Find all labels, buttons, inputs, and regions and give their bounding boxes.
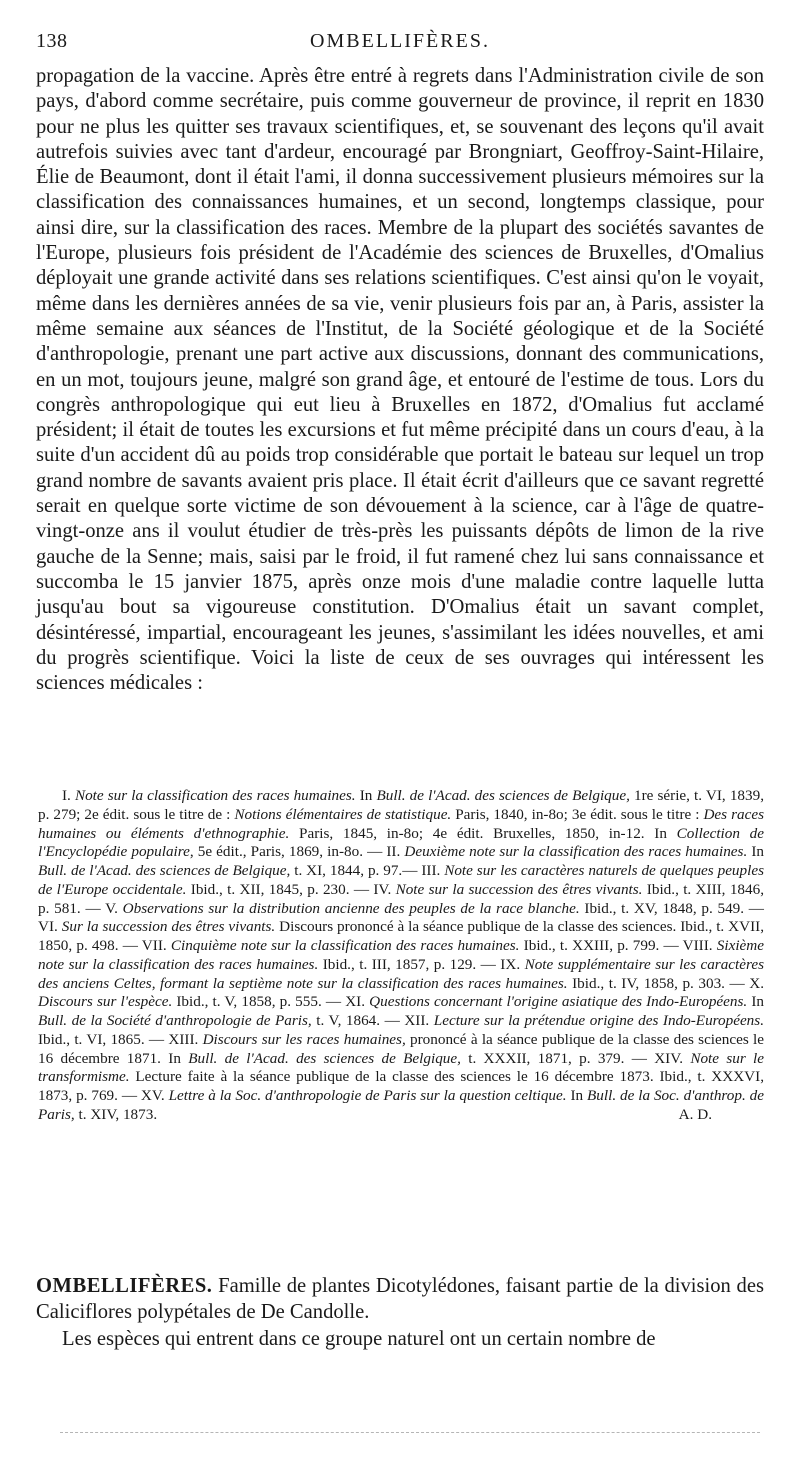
note-text: Ibid., t. XII, 1845, p. 230. — IV. xyxy=(186,880,396,898)
note-text: In xyxy=(355,787,377,804)
note-text: t. XI, 1844, p. 97.— III. xyxy=(290,862,445,879)
note-title: Sur la succession des êtres vivants. xyxy=(61,918,276,936)
note-text: t. V, 1864. — XII. xyxy=(311,1012,434,1029)
note-title: Note sur la succession des êtres vivants. xyxy=(395,880,643,898)
entry-continuation: Les espèces qui entrent dans ce groupe naturel ont un certain nombre de xyxy=(62,1328,656,1350)
note-text: t. XXXII, 1871, p. 379. — XIV. xyxy=(460,1049,691,1067)
note-title: Note sur le transformisme. xyxy=(38,1049,764,1086)
note-text: t. XIV, 1873. xyxy=(74,1105,158,1123)
note-title: Note supplémentaire sur les caractères des anciens Celtes, formant la septième note sur la classification des races humaines. xyxy=(38,955,764,992)
note-title: Notions élémentaires de statistique. xyxy=(234,805,452,823)
entry-headword: OMBELLIFÈRES. xyxy=(36,1275,213,1297)
note-title: Bull. de l'Acad. des sciences de Belgique, xyxy=(376,787,630,804)
note-text: 1re série, t. VI, 1839, p. 279; 2e édit. sous le titre de : xyxy=(38,787,764,823)
note-title: Bull. de l'Acad. des sciences de Belgique, xyxy=(38,862,291,879)
note-text: Ibid., t. XXIII, p. 799. — VIII. xyxy=(519,937,717,954)
note-title: Sixième note sur la classification des races humaines. xyxy=(38,937,764,973)
note-text: Ibid., t. IV, 1858, p. 303. — X. xyxy=(567,974,765,992)
note-text: Ibid., t. III, 1857, p. 129. — IX. xyxy=(318,955,525,973)
note-text: Paris, 1845, in-8o; 4e édit. Bruxelles, 1850, in-12. In xyxy=(289,824,677,842)
note-title: Cinquième note sur la classification des races humaines. xyxy=(170,937,520,954)
note-title: Note sur la classification des races humaines. xyxy=(74,787,356,804)
note-title: Questions concernant l'origine asiatique des Indo-Européens. xyxy=(369,993,748,1011)
note-title: Des races humaines ou éléments d'ethnographie. xyxy=(38,805,764,842)
note-title: Lecture sur la prétendue origine des Indo-Européens. xyxy=(433,1012,764,1029)
note-text: , 5e édit., Paris, 1869, in-8o. — II. xyxy=(189,843,405,861)
note-title: Note sur les caractères naturels de quelques peuples de l'Europe occidentale. xyxy=(38,862,764,898)
author-signature: A. D. xyxy=(678,1105,712,1123)
bottom-divider xyxy=(60,1432,760,1433)
note-text: In xyxy=(566,1087,588,1104)
note-title: Bull. de l'Acad. des sciences de Belgique, xyxy=(188,1049,461,1067)
running-head: OMBELLIFÈRES. xyxy=(310,30,490,52)
note-text: Paris, 1840, in-8o; 3e édit. sous le titre : xyxy=(451,805,704,823)
note-text: In xyxy=(747,843,764,861)
note-text: Ibid., t. XV, 1848, p. 549. — VI. xyxy=(38,899,764,936)
note-text: I. xyxy=(62,787,75,804)
note-title: Bull. de la Société d'anthropologie de Paris, xyxy=(38,1012,312,1029)
note-title: Observations sur la distribution ancienne des peuples de la race blanche. xyxy=(122,899,580,917)
note-title: Discours sur l'espèce. xyxy=(38,993,173,1011)
entry-definition: Famille de plantes Dicotylédones, faisant partie de la division des Caliciflores polypétales de De Candolle. xyxy=(36,1275,764,1323)
body-paragraph: propagation de la vaccine. Après être entré à regrets dans l'Administration civile de son pays, d'abord comme secrétaire, puis comme gouverneur de province, il reprit en 1830 pour ne plus les quitter ses travaux scientifiques, et, se souvenant des leçons qu'il avait autrefois suivies avec tant d'ardeur, encouragé par Brongniart, Geoffroy-Saint-Hilaire, Élie de Beaumont, dont il était l'ami, il donna successivement plusieurs mémoires sur la classification des connaissances humaines, et un second, longtemps classique, pour ainsi dire, sur la classification des races. Membre de la plupart des sociétés savantes de l'Europe, plusieurs fois président de l'Académie des sciences de Bruxelles, d'Omalius déployait une grande activité dans ses relations scientifiques. C'est ainsi qu'on le voyait, même dans les dernières années de sa vie, venir plusieurs fois par an, à Paris, assister la même semaine aux séances de l'Institut, de la Société géologique et de la Société d'anthropologie, prenant une part active aux discussions, donnant des communications, en un mot, toujours jeune, malgré son grand âge, et entouré de l'estime de tous. Lors du congrès anthropologique qui eut lieu à Bruxelles en 1872, d'Omalius fut acclamé président; il était de toutes les excursions et fut même précipité dans un cours d'eau, à la suite d'un accident dû au poids trop considérable que portait le bateau sur lequel un trop grand nombre de savants avaient pris place. Il était écrit d'ailleurs que ce savant regretté serait en quelque sorte victime de son dévouement à la science, car à l'âge de quatre-vingt-onze ans il voulut étudier de très-près les puissants dépôts de limon de la rive gauche de la Senne; mais, saisi par le froid, il fut ramené chez lui sans connaissance et succomba le 15 janvier 1875, après onze mois d'une maladie contre laquelle lutta jusqu'au bout sa vigoureuse constitution. D'Omalius était un savant complet, désintéressé, impartial, encourageant les jeunes, s'assimilant les idées nouvelles, et ami du progrès scientifique. Voici la liste de ceux de ses ouvrages qui intéressent les sciences médicales : xyxy=(36,65,764,695)
dictionary-entry xyxy=(36,1273,764,1325)
bibliography-entries xyxy=(38,787,764,1123)
note-title: Bull. de la Soc. d'anthrop. de Paris, xyxy=(38,1087,764,1123)
note-text: Ibid., t. V, 1858, p. 555. — XI. xyxy=(172,993,370,1011)
note-text: Ibid., t. VI, 1865. — XIII. xyxy=(38,1030,203,1048)
note-title: Collection de l'Encyclopédie populaire xyxy=(38,824,764,861)
note-text: Discours prononcé à la séance publique de la classe des sciences. Ibid., t. XVII, 1850, p. 498. — VII. xyxy=(38,918,764,954)
page-number: 138 xyxy=(36,30,68,52)
note-title: Lettre à la Soc. d'anthropologie de Paris sur la question celtique. xyxy=(168,1087,567,1104)
note-text: In xyxy=(747,993,764,1011)
note-text: Ibid., t. XIII, 1846, p. 581. — V. xyxy=(38,880,764,917)
note-text: Lecture faite à la séance publique de la classe des sciences le 16 décembre 1873. Ibid., t. XXXVI, 1873, p. 769. — XV. xyxy=(38,1068,764,1104)
note-text: prononcé à la séance publique de la classe des sciences le 16 décembre 1871. In xyxy=(38,1030,764,1067)
page-header xyxy=(36,30,764,58)
note-title: Discours sur les races humaines, xyxy=(202,1030,406,1048)
bibliography-notes xyxy=(38,787,764,1125)
note-title: Deuxième note sur la classification des races humaines. xyxy=(404,843,748,861)
